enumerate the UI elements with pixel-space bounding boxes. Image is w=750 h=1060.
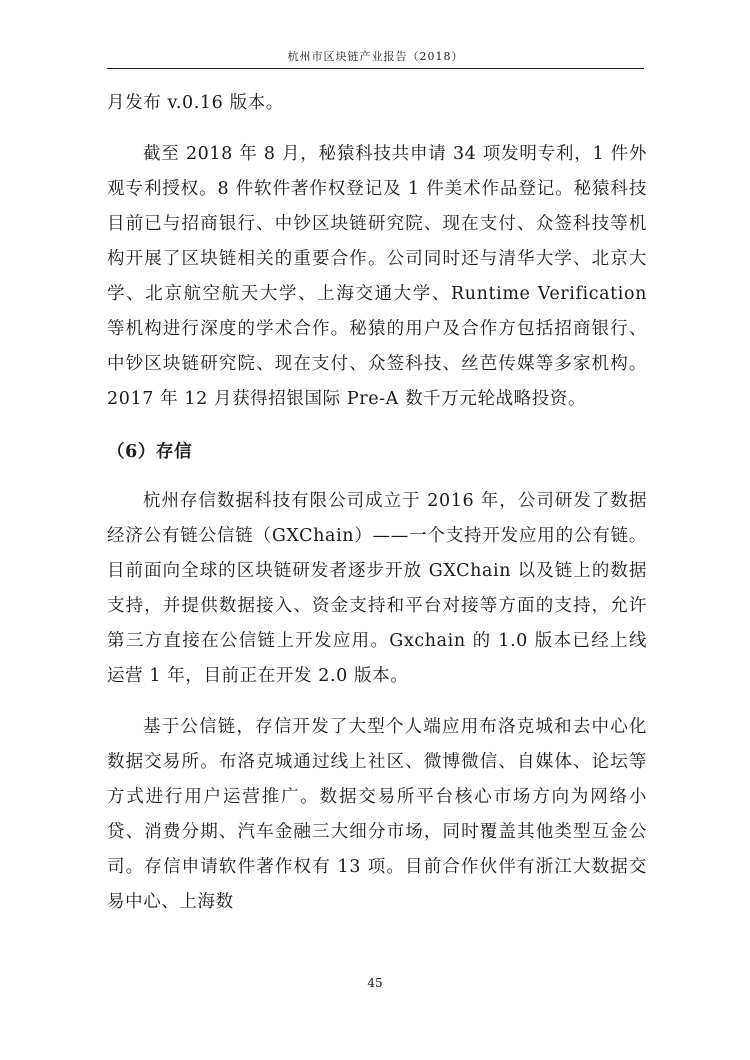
header-title: 杭州市区块链产业报告（2018） xyxy=(287,50,464,63)
paragraph-gap xyxy=(107,694,647,710)
paragraph-gap xyxy=(107,121,647,137)
paragraph-cunxin-apps: 基于公信链，存信开发了大型个人端应用布洛克城和去中心化数据交易所。布洛克城通过线上社区、微博微信、自媒体、论坛等方式进行用户运营推广。数据交易所平台核心市场方向为网络小贷、消费分期、汽车金融三大细分市场，同时覆盖其他类型互金公司。存信申请软件著作权有 13 项。目前合作伙伴有浙江大数据交易中心、上海数 xyxy=(107,717,647,912)
paragraph-cunxin-intro: 杭州存信数据科技有限公司成立于 2016 年，公司研发了数据经济公有链公信链（GXChain）——一个支持开发应用的公有链。目前面向全球的区块链研发者逐步开放 GXChain 以及链上的数据支持，并提供数据接入、资金支持和平台对接等方面的支持，允许第三方直接在公信链上开发应用。Gxchain 的 1.0 版本已经上线运营 1 年，目前正在开发 2.0 版本。 xyxy=(107,491,647,686)
section-heading-cunxin: （6）存信 xyxy=(107,442,193,462)
document-body xyxy=(107,86,647,920)
paragraph-continuation: 月发布 v.0.16 版本。 xyxy=(107,93,284,113)
paragraph-miyuan-patents: 截至 2018 年 8 月，秘猿科技共申请 34 项发明专利，1 件外观专利授权。8 件软件著作权登记及 1 件美术作品登记。秘猿科技目前已与招商银行、中钞区块链研究院、现在支付、众签科技等机构开展了区块链相关的重要合作。公司同时还与清华大学、北京大学、北京航空航天大学、上海交通大学、Runtime Verification 等机构进行深度的学术合作。秘猿的用户及合作方包括招商银行、中钞区块链研究院、现在支付、众签科技、丝芭传媒等多家机构。2017 年 12 月获得招银国际 Pre-A 数千万元轮战略投资。 xyxy=(107,144,647,409)
page-header xyxy=(107,46,644,69)
page-number: 45 xyxy=(367,976,383,990)
